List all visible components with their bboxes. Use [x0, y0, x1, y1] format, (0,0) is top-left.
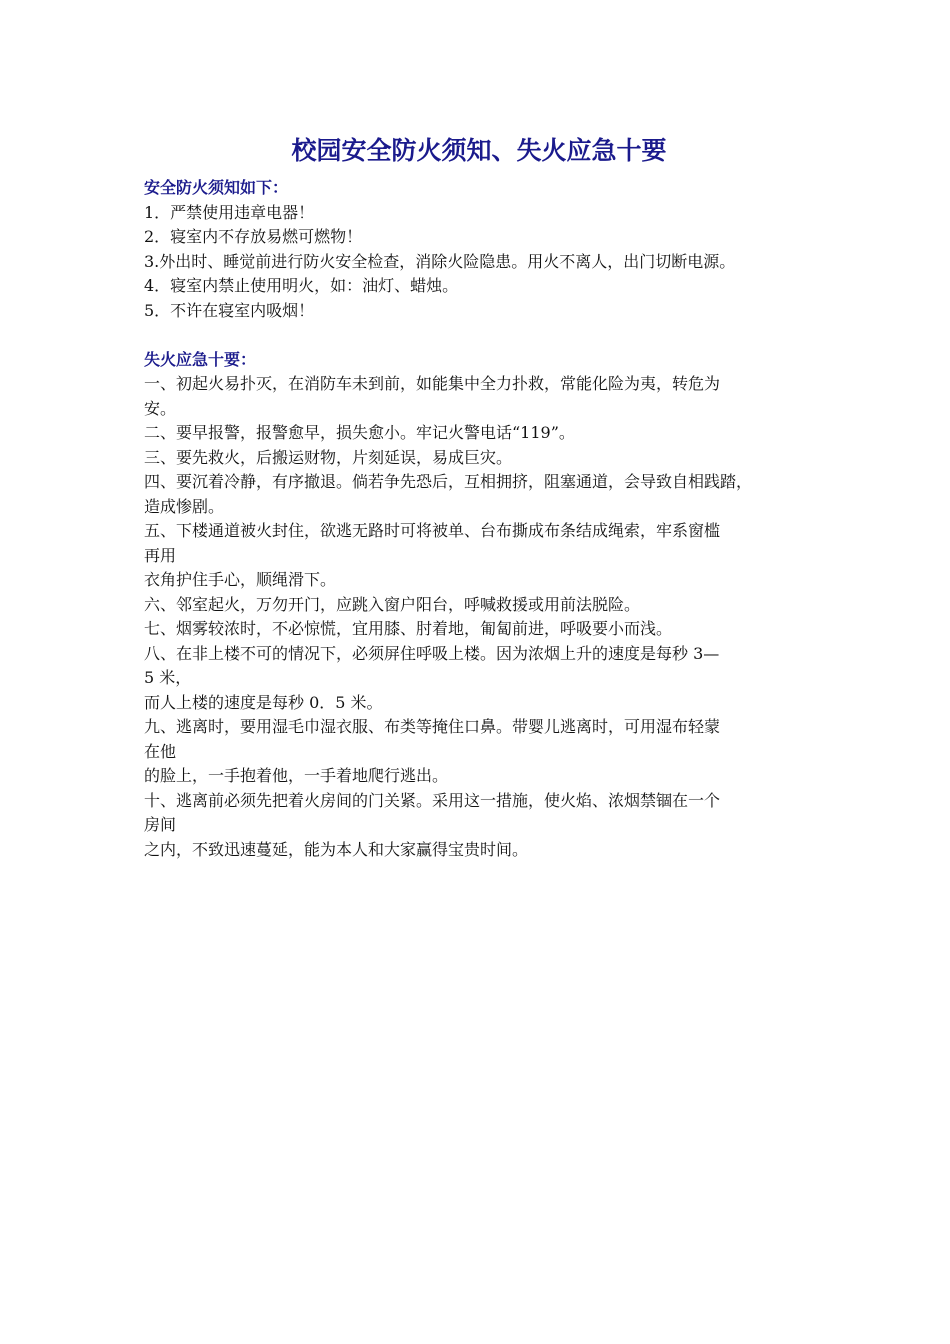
- emergency-line: 一、初起火易扑灭，在消防车未到前，如能集中全力扑救，常能化险为夷，转危为: [144, 374, 721, 393]
- page-title: 校园安全防火须知、失火应急十要: [291, 136, 667, 165]
- emergency-line: 5 米，: [144, 668, 192, 687]
- emergency-line: 衣角护住手心，顺绳滑下。: [144, 570, 337, 589]
- section-heading: 失火应急十要：: [144, 349, 257, 369]
- section-heading: 安全防火须知如下：: [144, 178, 289, 197]
- emergency-line: 九、逃离时，要用湿毛巾湿衣服、布类等掩住口鼻。带婴儿逃离时，可用湿布轻蒙: [144, 717, 721, 736]
- rule-line: 4．寝室内禁止使用明火，如：油灯、蜡烛。: [144, 276, 459, 295]
- emergency-line: 造成惨剧。: [144, 496, 225, 516]
- emergency-line: 在他: [144, 741, 177, 761]
- section-spacer: [144, 323, 814, 348]
- rule-line: 3.外出时、睡觉前进行防火安全检查，消除火险隐患。用火不离人，出门切断电源。: [144, 251, 736, 271]
- emergency-line: 三、要先救火，后搬运财物，片刻延误，易成巨灾。: [144, 447, 513, 467]
- emergency-line: 十、逃离前必须先把着火房间的门关紧。采用这一措施，使火焰、浓烟禁锢在一个: [144, 790, 721, 810]
- rule-line: 1．严禁使用违章电器！: [144, 202, 315, 222]
- emergency-line: 之内，不致迅速蔓延，能为本人和大家赢得宝贵时间。: [144, 839, 529, 859]
- emergency-line: 八、在非上楼不可的情况下，必须屏住呼吸上楼。因为浓烟上升的速度是每秒 3—: [144, 643, 720, 663]
- fire-emergency-section: [144, 348, 814, 863]
- emergency-line: 六、邻室起火，万勿开门，应跳入窗户阳台，呼喊救援或用前法脱险。: [144, 594, 641, 614]
- document-page: [144, 130, 814, 862]
- emergency-line: 的脸上，一手抱着他，一手着地爬行逃出。: [144, 766, 449, 785]
- emergency-line: 再用: [144, 545, 177, 565]
- emergency-line: 房间: [144, 815, 177, 834]
- emergency-line: 五、下楼通道被火封住，欲逃无路时可将被单、台布撕成布条结成绳索，牢系窗槛: [144, 521, 721, 540]
- rule-line: 5．不许在寝室内吸烟！: [144, 300, 315, 320]
- emergency-line: 四、要沉着冷静，有序撤退。倘若争先恐后，互相拥挤，阻塞通道，会导致自相践踏，: [144, 472, 753, 491]
- emergency-line: 安。: [144, 398, 177, 418]
- emergency-line: 七、烟雾较浓时，不必惊慌，宜用膝、肘着地，匍匐前进，呼吸要小而浅。: [144, 619, 673, 638]
- emergency-line: 而人上楼的速度是每秒 0．5 米。: [144, 692, 383, 712]
- emergency-line: 二、要早报警，报警愈早，损失愈小。牢记火警电话“119”。: [144, 423, 575, 442]
- rule-line: 2．寝室内不存放易燃可燃物！: [144, 227, 363, 246]
- fire-safety-rules-section: [144, 176, 814, 323]
